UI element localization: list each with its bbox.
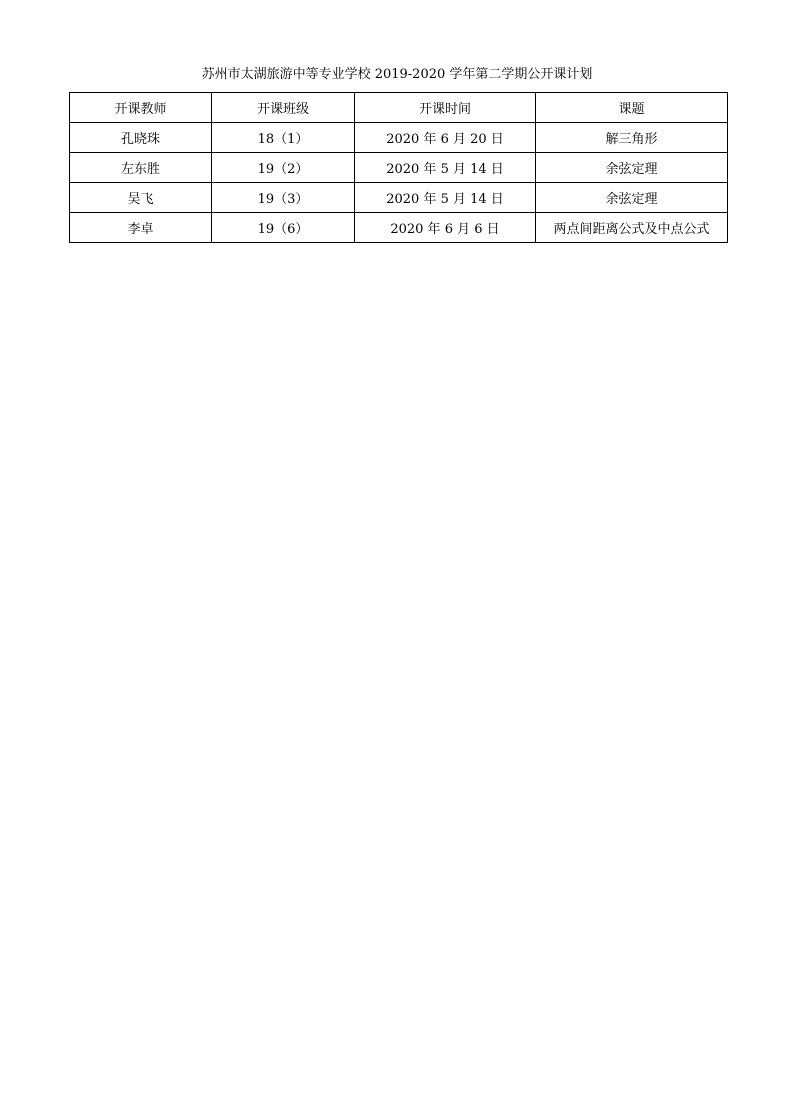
cell-topic: 两点间距离公式及中点公式 [536, 213, 728, 243]
cell-topic: 余弦定理 [536, 183, 728, 213]
header-teacher: 开课教师 [70, 93, 212, 123]
cell-class: 18（1） [212, 123, 355, 153]
header-class: 开课班级 [212, 93, 355, 123]
cell-topic: 余弦定理 [536, 153, 728, 183]
header-time: 开课时间 [355, 93, 536, 123]
cell-topic: 解三角形 [536, 123, 728, 153]
cell-teacher: 李卓 [70, 213, 212, 243]
cell-time: 2020 年 5 月 14 日 [355, 183, 536, 213]
cell-teacher: 吴飞 [70, 183, 212, 213]
table-row [70, 123, 728, 153]
cell-class: 19（3） [212, 183, 355, 213]
cell-time: 2020 年 6 月 20 日 [355, 123, 536, 153]
open-class-schedule-table [69, 92, 728, 243]
cell-teacher: 左东胜 [70, 153, 212, 183]
cell-time: 2020 年 6 月 6 日 [355, 213, 536, 243]
cell-teacher: 孔晓珠 [70, 123, 212, 153]
table-row [70, 153, 728, 183]
cell-class: 19（6） [212, 213, 355, 243]
cell-class: 19（2） [212, 153, 355, 183]
table-row [70, 183, 728, 213]
table-header-row [70, 93, 728, 123]
header-topic: 课题 [536, 93, 728, 123]
table-row [70, 213, 728, 243]
cell-time: 2020 年 5 月 14 日 [355, 153, 536, 183]
document-title: 苏州市太湖旅游中等专业学校 2019-2020 学年第二学期公开课计划 [201, 67, 593, 82]
